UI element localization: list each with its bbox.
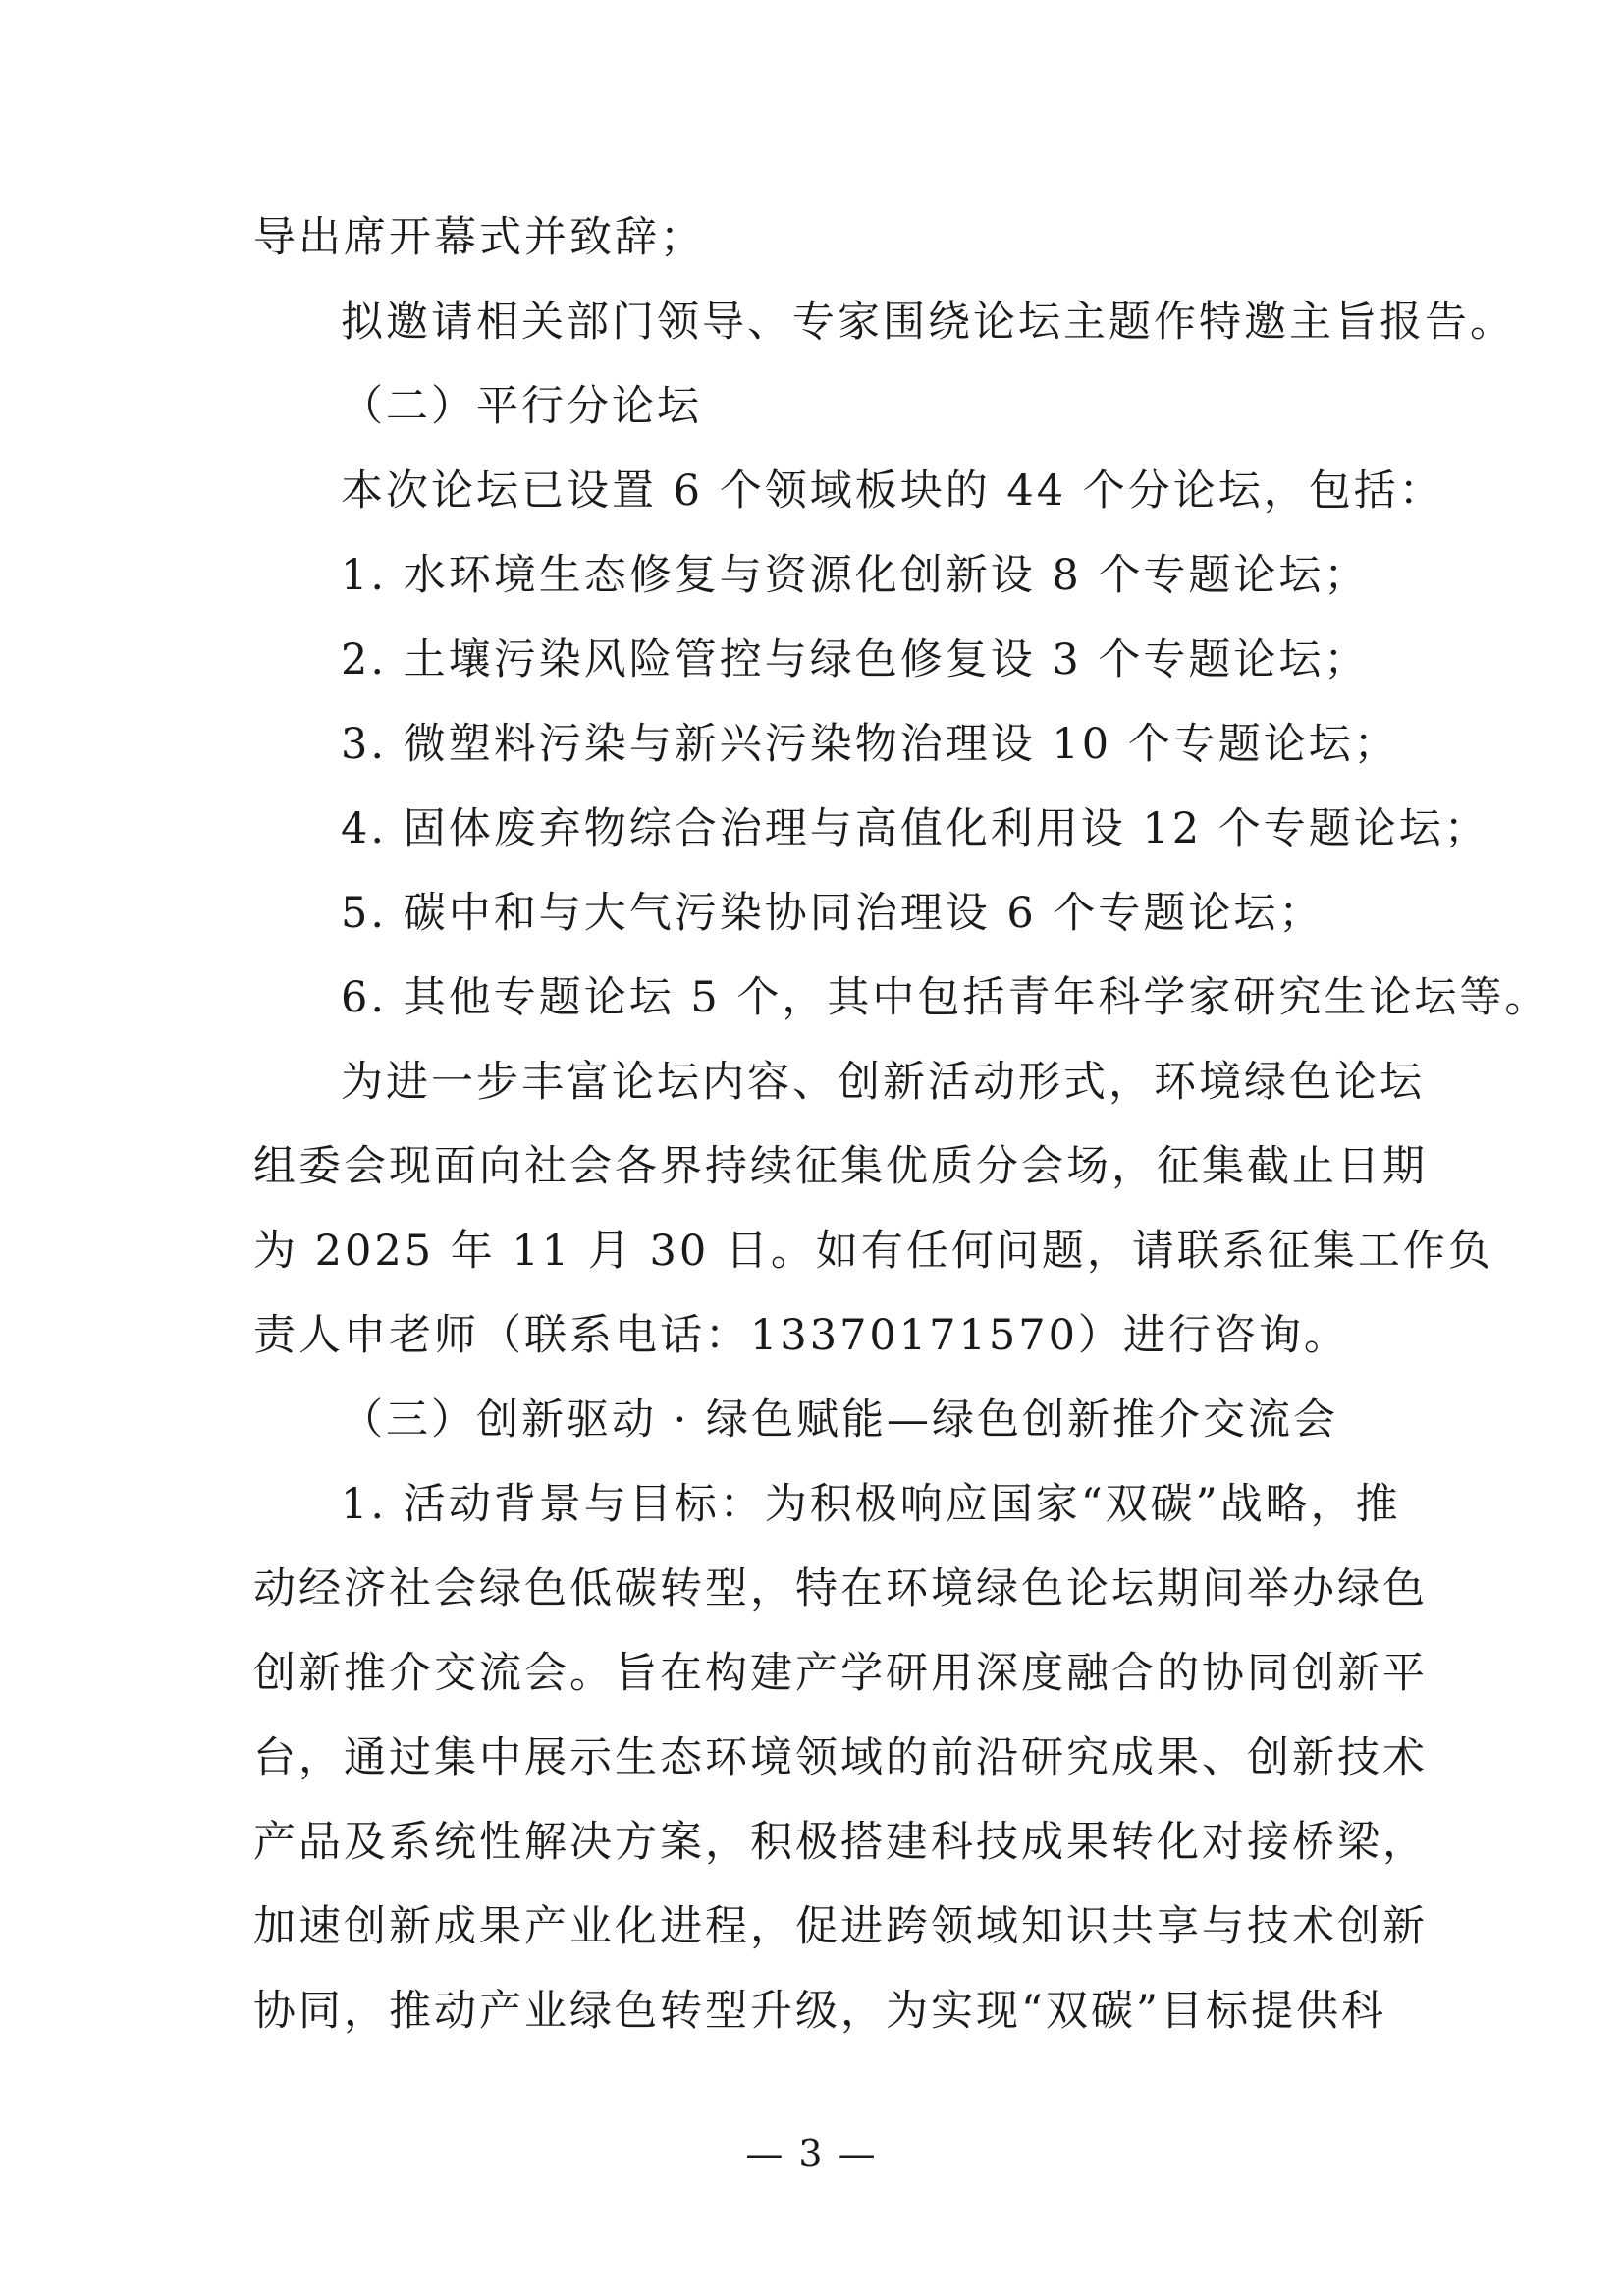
text-line: 组委会现面向社会各界持续征集优质分会场，征集截止日期 [253, 1142, 1428, 1191]
list-item: 2. 土壤污染风险管控与绿色修复设 3 个专题论坛； [341, 635, 1370, 684]
list-item: 4. 固体废弃物综合治理与高值化利用设 12 个专题论坛； [341, 804, 1489, 853]
text-line: 责人申老师（联系电话：13370171570）进行咨询。 [253, 1311, 1349, 1360]
text-line: 导出席开幕式并致辞； [253, 213, 705, 262]
text-line: 协同，推动产业绿色转型升级，为实现“双碳”目标提供科 [253, 1987, 1386, 2036]
section-heading: （三）创新驱动 · 绿色赋能—绿色创新推介交流会 [341, 1395, 1339, 1445]
text-line: 动经济社会绿色低碳转型，特在环境绿色论坛期间举办绿色 [253, 1564, 1428, 1613]
text-line: 台，通过集中展示生态环境领域的前沿研究成果、创新技术 [253, 1733, 1428, 1782]
text-line: 1. 活动背景与目标：为积极响应国家“双碳”战略，推 [341, 1480, 1401, 1529]
text-line: 为进一步丰富论坛内容、创新活动形式，环境绿色论坛 [341, 1058, 1425, 1107]
text-line: 产品及系统性解决方案，积极搭建科技成果转化对接桥梁， [253, 1818, 1428, 1867]
list-item: 6. 其他专题论坛 5 个，其中包括青年科学家研究生论坛等。 [341, 973, 1550, 1022]
list-item: 3. 微塑料污染与新兴污染物治理设 10 个专题论坛； [341, 720, 1399, 769]
text-line: 为 2025 年 11 月 30 日。如有任何问题，请联系征集工作负 [253, 1227, 1493, 1276]
section-heading: （二）平行分论坛 [341, 382, 702, 431]
page-number: — 3 — [745, 2132, 878, 2175]
text-line: 拟邀请相关部门领导、专家围绕论坛主题作特邀主旨报告。 [341, 298, 1515, 347]
list-item: 1. 水环境生态修复与资源化创新设 8 个专题论坛； [341, 551, 1370, 600]
text-line: 本次论坛已设置 6 个领域板块的 44 个分论坛，包括： [341, 466, 1444, 516]
list-item: 5. 碳中和与大气污染协同治理设 6 个专题论坛； [341, 889, 1325, 938]
text-line: 加速创新成果产业化进程，促进跨领域知识共享与技术创新 [253, 1902, 1428, 1951]
text-line: 创新推介交流会。旨在构建产学研用深度融合的协同创新平 [253, 1649, 1428, 1698]
